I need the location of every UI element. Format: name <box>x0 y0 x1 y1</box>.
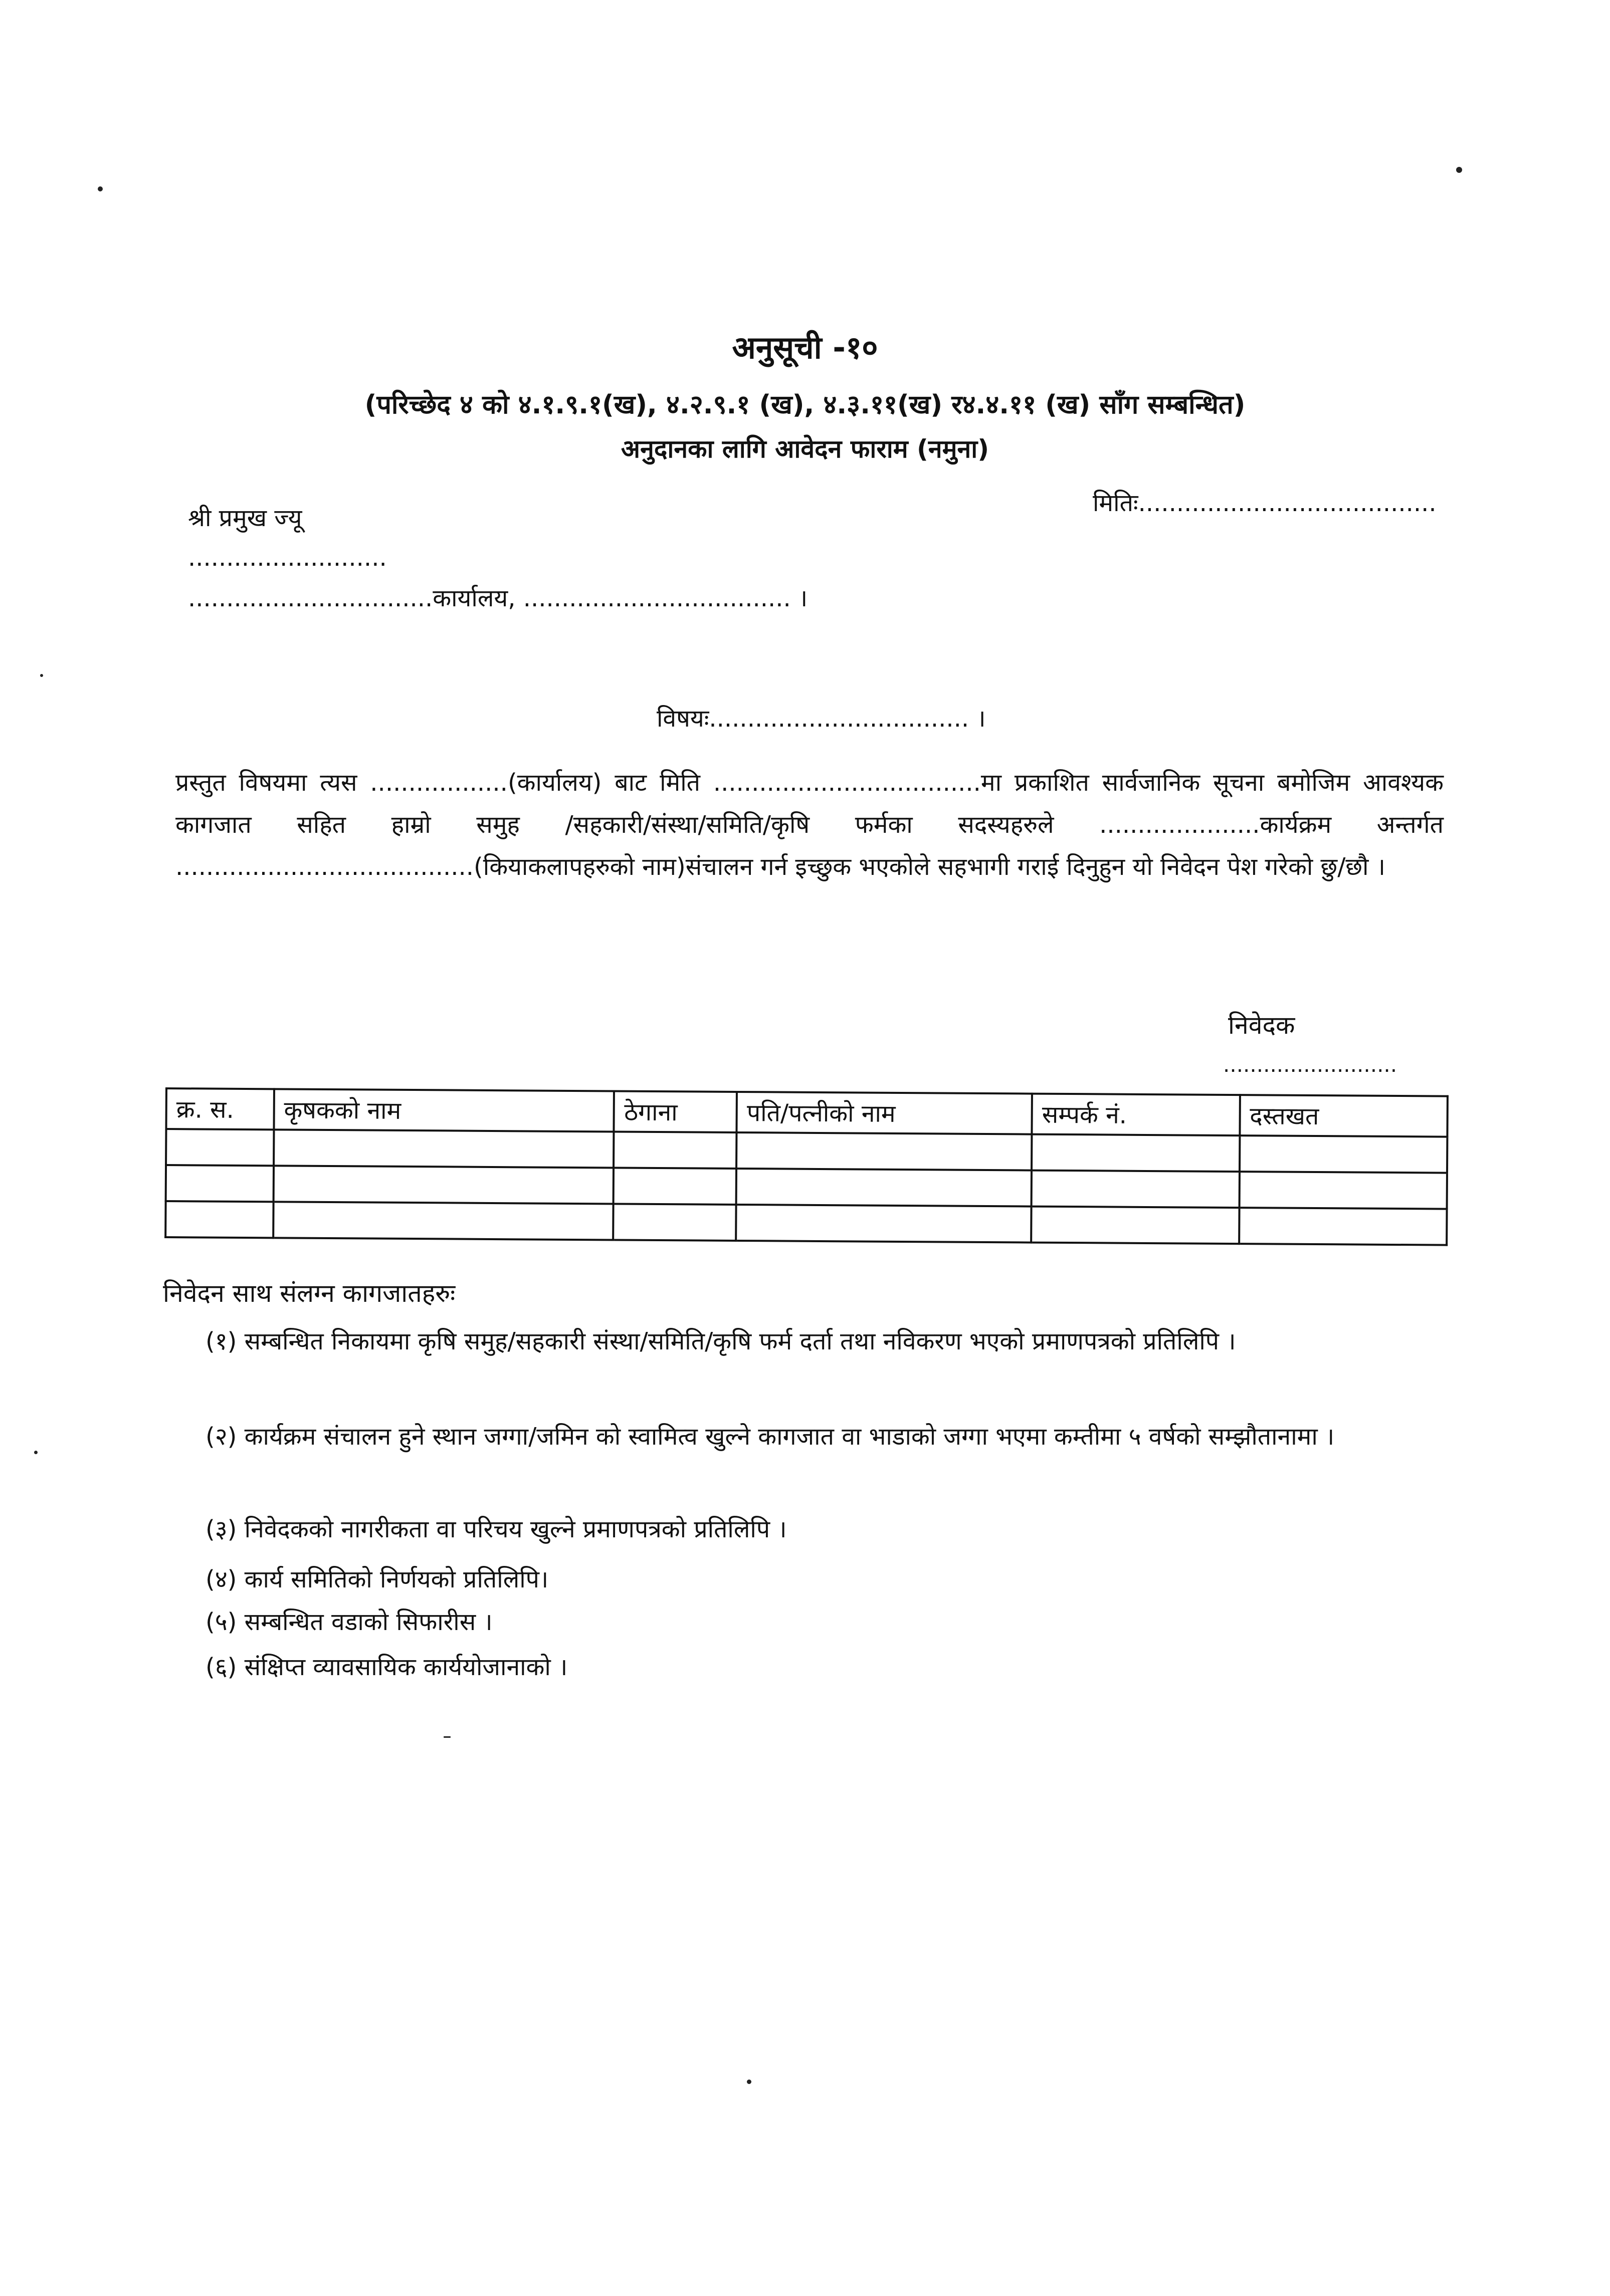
table-cell <box>1032 1134 1240 1172</box>
applicant-signature-line: .......................... <box>1223 1052 1397 1077</box>
table-cell <box>736 1205 1031 1243</box>
table-cell <box>274 1129 614 1168</box>
attachment-item: (२) कार्यक्रम संचालन हुने स्थान जग्गा/जमिन को स्वामित्व खुल्ने कागजात वा भाडाको जग्गा भएमा कम्तीमा ५ वर्षको सम्झौतानामा । <box>206 1423 1335 1451</box>
page-title: अनुसूची -१० <box>732 329 878 366</box>
table-cell <box>1031 1207 1239 1244</box>
farmer-table <box>164 1087 1449 1246</box>
col-spouse-name: पति/पत्नीको नाम <box>737 1092 1032 1134</box>
col-signature: दस्तखत <box>1240 1095 1448 1137</box>
scan-speck <box>40 674 43 677</box>
table-cell <box>166 1165 274 1202</box>
body-paragraph: प्रस्तुत विषयमा त्यस ..................(कार्यालय) बाट मिति ...................................मा प्रकाशित सार्वजानिक सूचना बमोजिम आवश्यक कागजात सहित हाम्रो समुह /सहकारी/संस्था/समिति/कृषि फर्मका सदस्यहरुले .....................कार्यक्रम अन्तर्गत .......................................(कियाकलापहरुको नाम)संचालन गर्न इच्छुक भएकोले सहभागी गराई दिनुहुन यो निवेदन पेश गरेको छु/छौ । <box>175 769 1444 881</box>
scan-speck <box>98 186 103 191</box>
addressee-office-line: ................................कार्यालय, ................................... । <box>188 584 808 612</box>
reference-line: (परिच्छेद ४ को ४.१.९.१(ख), ४.२.९.१ (ख), ४.३.११(ख) र४.४.११ (ख) साँग सम्बन्धित) <box>364 390 1246 420</box>
table-cell <box>273 1202 614 1240</box>
table-row <box>165 1201 1447 1245</box>
table-cell <box>273 1166 614 1204</box>
table-cell <box>736 1132 1032 1171</box>
col-serial-number: क्र. स. <box>166 1088 274 1129</box>
subject-line: विषयः.................................. । <box>657 705 986 733</box>
date-field: मितिः....................................... <box>1093 489 1437 517</box>
attachments-heading: निवेदन साथ संलग्न कागजातहरुः <box>163 1279 456 1308</box>
attachment-item: (३) निवेदकको नागरीकता वा परिचय खुल्ने प्रमाणपत्रको प्रतिलिपि । <box>206 1515 787 1543</box>
scan-speck <box>747 2080 751 2084</box>
attachment-item: (१) सम्बन्धित निकायमा कृषि समुह/सहकारी संस्था/समिति/कृषि फर्म दर्ता तथा नविकरण भएको प्रमाणपत्रको प्रतिलिपि । <box>206 1327 1236 1355</box>
col-contact-number: सम्पर्क नं. <box>1032 1094 1240 1136</box>
addressee-salutation: श्री प्रमुख ज्यू <box>188 504 302 532</box>
attachment-item: (६) संक्षिप्त व्यावसायिक कार्ययोजानाको । <box>206 1653 568 1681</box>
attachment-item: (५) सम्बन्धित वडाको सिफारीस । <box>206 1608 493 1636</box>
table-cell <box>165 1201 273 1238</box>
table-cell <box>1240 1135 1448 1173</box>
table-cell <box>614 1131 737 1168</box>
col-farmer-name: कृषकको नाम <box>274 1089 614 1131</box>
scan-speck <box>1456 167 1462 173</box>
table-header-row <box>166 1088 1447 1137</box>
scan-speck <box>444 1736 451 1738</box>
addressee-blank-line: .......................... <box>188 544 387 572</box>
table-cell <box>166 1129 274 1166</box>
table-cell <box>1239 1208 1447 1245</box>
table-cell <box>736 1169 1032 1207</box>
table-cell <box>1239 1172 1447 1209</box>
table-cell <box>614 1204 736 1240</box>
table-cell <box>614 1168 736 1204</box>
col-address: ठेगाना <box>614 1091 737 1132</box>
applicant-label: निवेदक <box>1228 1011 1295 1040</box>
table-cell <box>1032 1171 1240 1208</box>
form-name: अनुदानका लागि आवेदन फाराम (नमुना) <box>621 434 989 464</box>
attachment-item: (४) कार्य समितिको निर्णयको प्रतिलिपि। <box>206 1565 549 1593</box>
scan-speck <box>34 1451 38 1454</box>
